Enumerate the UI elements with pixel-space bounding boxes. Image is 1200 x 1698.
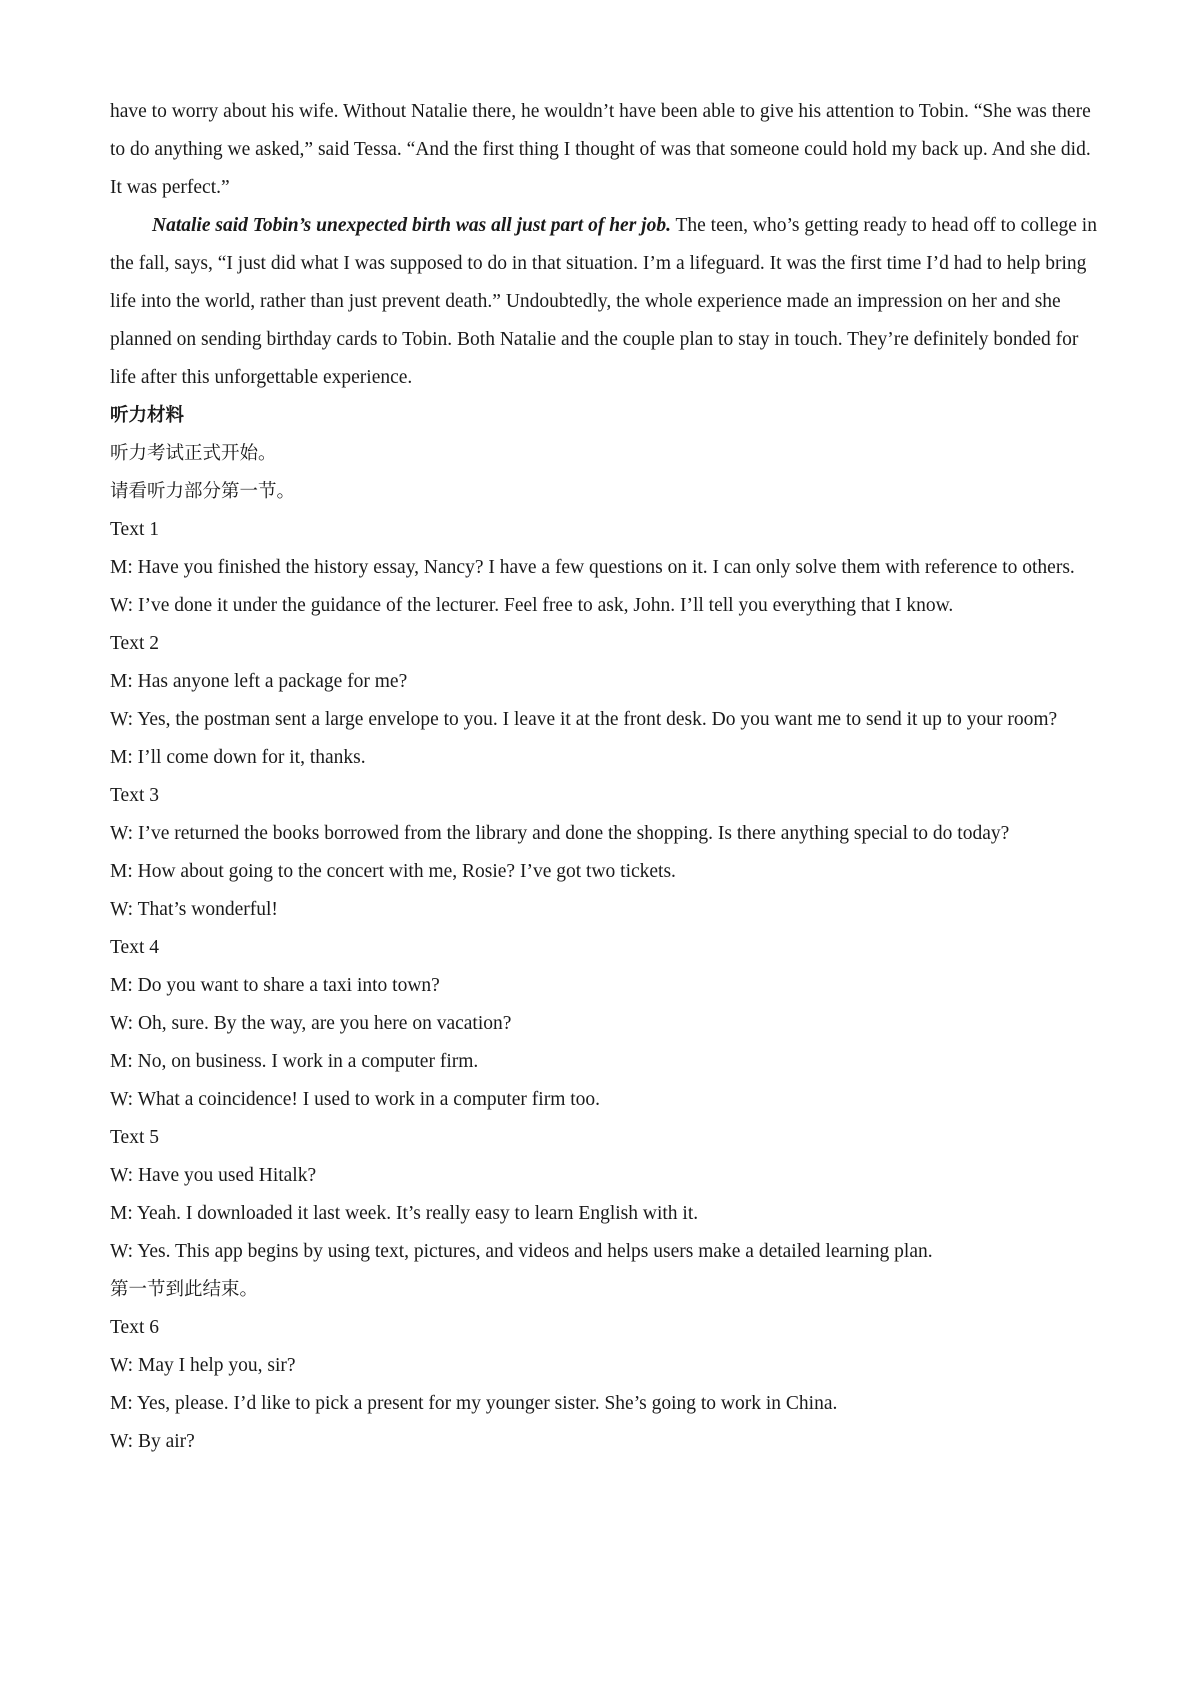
story-paragraph-1: have to worry about his wife. Without Natalie there, he wouldn’t have been able to give his attention to Tobin. “She was there to do anything we asked,” said Tessa. “And the first thing I thought of was that someone could hold my back up. And she did. It was perfect.” [110, 101, 1091, 198]
text-1-label: Text 1 [110, 519, 159, 540]
dialogue-line: M: Has anyone left a package for me? [110, 671, 408, 692]
dialogue-line: M: Yes, please. I’d like to pick a present for my younger sister. She’s going to work in China. [110, 1393, 838, 1414]
text-6-label: Text 6 [110, 1317, 159, 1338]
dialogue-line: W: By air? [110, 1431, 195, 1452]
dialogue-line: M: Do you want to share a taxi into town? [110, 975, 440, 996]
dialogue-line: W: Yes, the postman sent a large envelope to you. I leave it at the front desk. Do you want me to send it up to your room? [110, 709, 1058, 730]
section-1-note: 请看听力部分第一节。 [110, 481, 296, 502]
dialogue-line: M: Have you finished the history essay, Nancy? I have a few questions on it. I can only solve them with reference to others. [110, 557, 1075, 578]
story-paragraph-2-text: The teen, who’s getting ready to head off to college in the fall, says, “I just did what I was supposed to do in that situation. I’m a lifeguard. It was the first time I’d had to help bring life into the world, rather than just prevent death.” Undoubtedly, the whole experience made an impression on her and she planned on sending birthday cards to Tobin. Both Natalie and the couple plan to stay in touch. They’re definitely bonded for life after this unforgettable experience. [110, 215, 1097, 388]
dialogue-line: W: What a coincidence! I used to work in a computer firm too. [110, 1089, 601, 1110]
text-2-label: Text 2 [110, 633, 159, 654]
dialogue-line: W: Oh, sure. By the way, are you here on vacation? [110, 1013, 512, 1034]
listening-heading: 听力材料 [110, 405, 185, 426]
dialogue-line: M: Yeah. I downloaded it last week. It’s really easy to learn English with it. [110, 1203, 699, 1224]
dialogue-line: W: That’s wonderful! [110, 899, 278, 920]
dialogue-line: W: I’ve done it under the guidance of the lecturer. Feel free to ask, John. I’ll tell you everything that I know. [110, 595, 954, 616]
text-5-label: Text 5 [110, 1127, 159, 1148]
section-1-end-note: 第一节到此结束。 [110, 1279, 259, 1300]
dialogue-line: W: Have you used Hitalk? [110, 1165, 317, 1186]
document-body [110, 93, 1100, 1461]
text-3-label: Text 3 [110, 785, 159, 806]
dialogue-line: M: No, on business. I work in a computer firm. [110, 1051, 479, 1072]
dialogue-line: M: I’ll come down for it, thanks. [110, 747, 366, 768]
dialogue-line: W: Yes. This app begins by using text, pictures, and videos and helps users make a detailed learning plan. [110, 1241, 933, 1262]
story-emphasis-sentence: Natalie said Tobin’s unexpected birth was all just part of her job. [152, 215, 671, 236]
dialogue-line: M: How about going to the concert with me, Rosie? I’ve got two tickets. [110, 861, 676, 882]
dialogue-line: W: May I help you, sir? [110, 1355, 296, 1376]
text-4-label: Text 4 [110, 937, 159, 958]
story-paragraph-2 [110, 207, 1100, 397]
listening-start-note: 听力考试正式开始。 [110, 443, 277, 464]
dialogue-line: W: I’ve returned the books borrowed from the library and done the shopping. Is there anything special to do today? [110, 823, 1010, 844]
